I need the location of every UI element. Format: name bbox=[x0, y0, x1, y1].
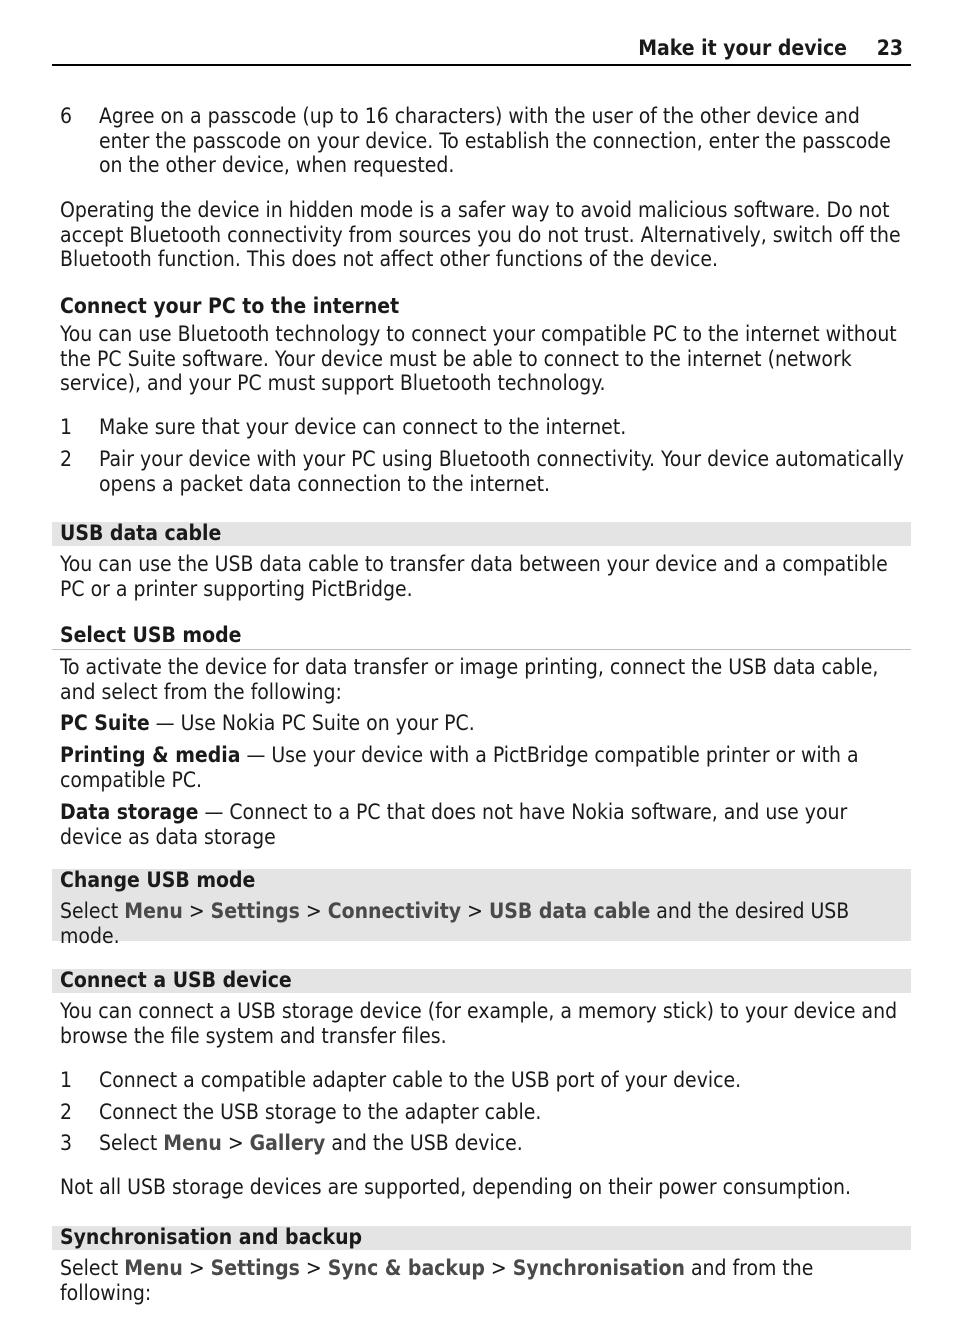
connect-usb-paragraph: You can connect a USB storage device (for example, a memory stick) to your device and browse the file system and transfer files. bbox=[60, 999, 898, 1048]
option-pc-suite bbox=[60, 711, 905, 736]
select-word: Select bbox=[60, 1256, 119, 1280]
step-text: Make sure that your device can connect to the internet. bbox=[99, 415, 627, 439]
option-term: Printing & media bbox=[60, 743, 241, 767]
step-text: Pair your device with your PC using Bluetooth connectivity. Your device automatically opens a packet data connection to the internet. bbox=[99, 447, 904, 496]
usb-cable-heading: USB data cable bbox=[60, 521, 222, 545]
sync-path bbox=[60, 1256, 905, 1305]
step-text: Connect a compatible adapter cable to the USB port of your device. bbox=[99, 1068, 742, 1092]
page-number: 23 bbox=[876, 36, 903, 60]
option-term: PC Suite bbox=[60, 711, 150, 735]
path-tail: and the USB device. bbox=[325, 1131, 523, 1155]
sync-section-band bbox=[52, 1226, 911, 1250]
change-usb-path bbox=[60, 899, 905, 948]
connect-usb-heading: Connect a USB device bbox=[60, 968, 292, 992]
connect-usb-section-band bbox=[52, 969, 911, 993]
step-text bbox=[99, 1131, 905, 1156]
step-number: 3 bbox=[60, 1131, 73, 1155]
option-desc: — Connect to a PC that does not have Nokia software, and use your device as data storage bbox=[60, 800, 848, 849]
change-usb-heading: Change USB mode bbox=[60, 868, 256, 892]
connect-pc-step-1 bbox=[60, 415, 905, 440]
connect-usb-step-1 bbox=[60, 1068, 905, 1093]
path-tail: and the desired USB mode. bbox=[60, 899, 850, 948]
menu-path-synchronisation: Synchronisation bbox=[512, 1256, 685, 1280]
path-separator: > bbox=[461, 899, 489, 923]
menu-path-connectivity: Connectivity bbox=[327, 899, 462, 923]
step-6 bbox=[60, 104, 905, 178]
select-word: Select bbox=[99, 1131, 158, 1155]
menu-path-usb-cable: USB data cable bbox=[488, 899, 651, 923]
step-text: Agree on a passcode (up to 16 characters) with the user of the other device and enter the passcode on your device. To establish the connection, enter the passcode on the other device, when requested. bbox=[99, 104, 891, 177]
step-number: 1 bbox=[60, 1068, 73, 1092]
connect-pc-paragraph: You can use Bluetooth technology to connect your compatible PC to the internet without the PC Suite software. Your device must be able to connect to the internet (network service), and your PC must support Bluetooth technology. bbox=[60, 322, 897, 395]
connect-pc-step-2 bbox=[60, 447, 905, 496]
path-separator: > bbox=[484, 1256, 513, 1280]
option-desc: — Use your device with a PictBridge compatible printer or with a compatible PC. bbox=[60, 743, 859, 792]
hidden-mode-paragraph: Operating the device in hidden mode is a safer way to avoid malicious software. Do not accept Bluetooth connectivity from sources you do not trust. Alternatively, switch off the Bluetooth function. This does not affect other functions of the device. bbox=[60, 198, 901, 271]
usb-support-note: Not all USB storage devices are supported, depending on their power consumption. bbox=[60, 1175, 852, 1199]
step-number: 2 bbox=[60, 1100, 73, 1124]
path-separator: > bbox=[299, 899, 328, 923]
step-text: Connect the USB storage to the adapter cable. bbox=[99, 1100, 542, 1124]
section-divider bbox=[52, 649, 911, 650]
usb-cable-section-band bbox=[52, 522, 911, 546]
menu-path-settings: Settings bbox=[210, 899, 300, 923]
sync-heading: Synchronisation and backup bbox=[60, 1225, 363, 1249]
option-desc: — Use Nokia PC Suite on your PC. bbox=[149, 711, 475, 735]
connect-pc-heading: Connect your PC to the internet bbox=[60, 294, 400, 318]
usb-cable-paragraph: You can use the USB data cable to transfer data between your device and a compatible PC or a printer supporting PictBridge. bbox=[60, 552, 888, 601]
step-number: 6 bbox=[60, 104, 73, 128]
path-separator: > bbox=[299, 1256, 328, 1280]
step-number: 2 bbox=[60, 447, 73, 471]
menu-path-gallery: Gallery bbox=[249, 1131, 326, 1155]
connect-usb-step-3 bbox=[60, 1131, 905, 1156]
menu-path-menu: Menu bbox=[124, 1256, 183, 1280]
chapter-title: Make it your device bbox=[638, 36, 847, 60]
path-separator: > bbox=[221, 1131, 250, 1155]
option-term: Data storage bbox=[60, 800, 199, 824]
option-printing-media bbox=[60, 743, 905, 792]
menu-path-sync-backup: Sync & backup bbox=[327, 1256, 485, 1280]
connect-usb-step-2 bbox=[60, 1100, 905, 1125]
path-separator: > bbox=[182, 1256, 211, 1280]
menu-path-menu: Menu bbox=[124, 899, 183, 923]
select-usb-heading: Select USB mode bbox=[60, 623, 242, 647]
page-header bbox=[52, 34, 911, 66]
step-number: 1 bbox=[60, 415, 73, 439]
path-tail: and from the following: bbox=[60, 1256, 814, 1305]
select-usb-paragraph: To activate the device for data transfer or image printing, connect the USB data cable, and select from the following: bbox=[60, 655, 879, 704]
menu-path-menu: Menu bbox=[163, 1131, 222, 1155]
menu-path-settings: Settings bbox=[210, 1256, 300, 1280]
option-data-storage bbox=[60, 800, 905, 849]
path-separator: > bbox=[182, 899, 211, 923]
select-word: Select bbox=[60, 899, 119, 923]
